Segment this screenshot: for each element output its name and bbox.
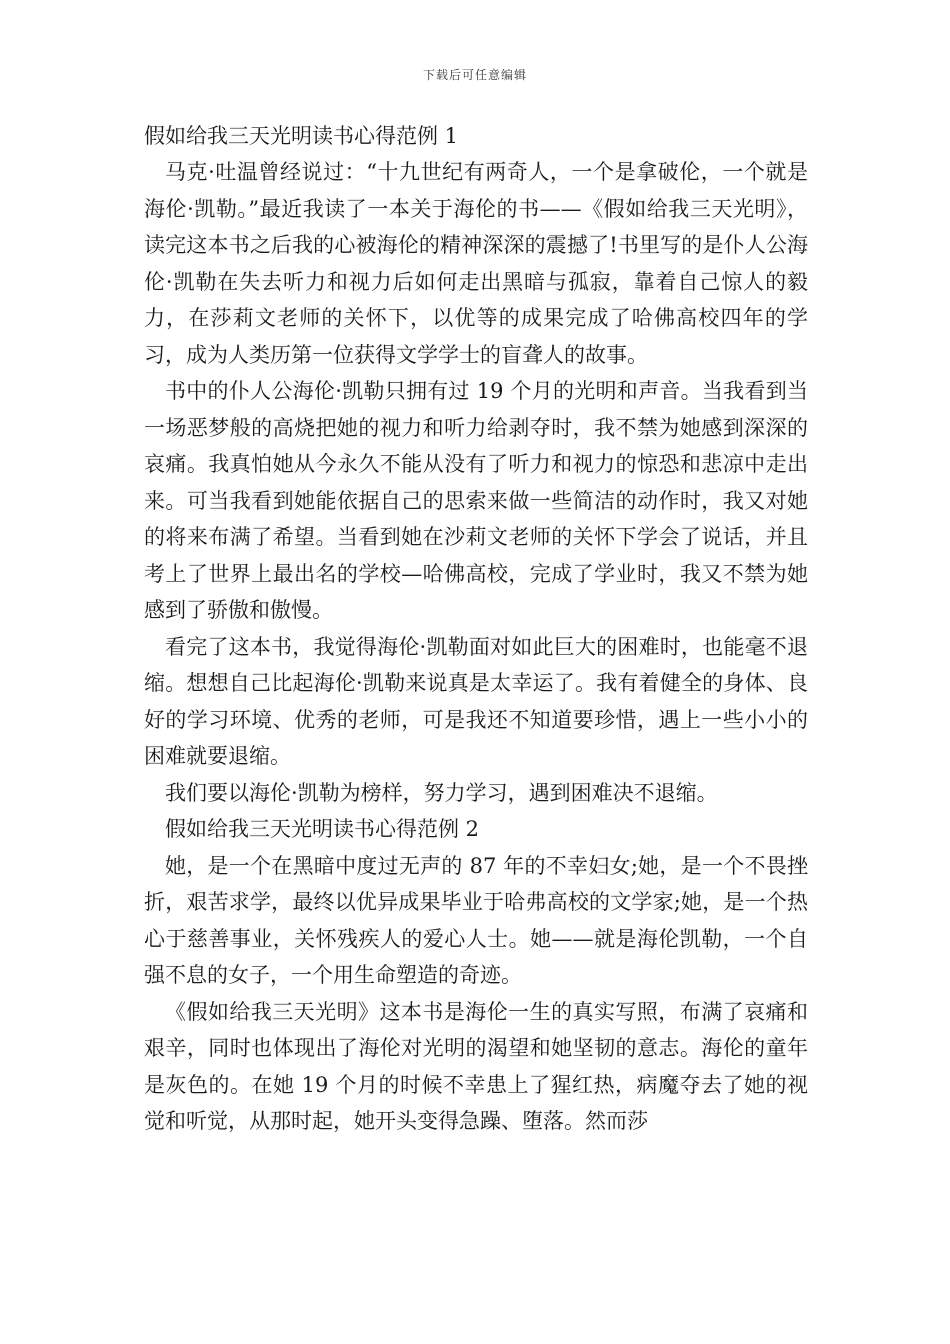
paragraph: 书中的仆人公海伦·凯勒只拥有过 19 个月的光明和声音。当我看到当一场恶梦般的高烧把她的视力和听力给剥夺时，我不禁为她感到深深的哀痛。我真怕她从今永久不能从没有了听力和视力的惊恐和悲凉中走出来。可当我看到她能依据自己的思索来做一些简洁的动作时，我又对她的将来布满了希望。当看到她在沙莉文老师的关怀下学会了说话，并且考上了世界上最出名的学校—哈佛高校，完成了学业时，我又不禁为她感到了骄傲和傲慢。	[144, 379, 808, 622]
paragraph: 我们要以海伦·凯勒为榜样，努力学习，遇到困难决不退缩。	[165, 780, 718, 805]
paragraph: 马克·吐温曾经说过：“十九世纪有两奇人，一个是拿破伦，一个就是海伦·凯勒。”最近我读了一本关于海伦的书——《假如给我三天光明》，读完这本书之后我的心被海伦的精神深深的震撼了!书里写的是仆人公海伦·凯勒在失去听力和视力后如何走出黑暗与孤寂，靠着自己惊人的毅力，在莎莉文老师的关怀下，以优等的成果完成了哈佛高校四年的学习，成为人类历第一位获得文学学士的盲聋人的故事。	[144, 160, 808, 367]
document-body	[144, 118, 808, 1140]
paragraph: 她，是一个在黑暗中度过无声的 87 年的不幸妇女;她，是一个不畏挫折，艰苦求学，最终以优异成果毕业于哈弗高校的文学家;她，是一个热心于慈善事业，关怀残疾人的爱心人士。她——就是海伦凯勒，一个自强不息的女子，一个用生命塑造的奇迹。	[144, 853, 808, 987]
header-note: 下载后可任意编辑	[422, 68, 527, 82]
paragraph: 《假如给我三天光明》这本书是海伦一生的真实写照，布满了哀痛和艰辛，同时也体现出了海伦对光明的渴望和她坚韧的意志。海伦的童年是灰色的。在她 19 个月的时候不幸患上了猩红热，病魔夺去了她的视觉和听觉，从那时起，她开头变得急躁、堕落。然而莎	[144, 999, 808, 1133]
paragraph: 看完了这本书，我觉得海伦·凯勒面对如此巨大的困难时，也能毫不退缩。想想自己比起海伦·凯勒来说真是太幸运了。我有着健全的身体、良好的学习环境、优秀的老师，可是我还不知道要珍惜，遇上一些小小的困难就要退缩。	[144, 634, 808, 768]
section-title: 假如给我三天光明读书心得范例 2	[165, 817, 480, 841]
document-title: 假如给我三天光明读书心得范例 1	[144, 124, 459, 148]
